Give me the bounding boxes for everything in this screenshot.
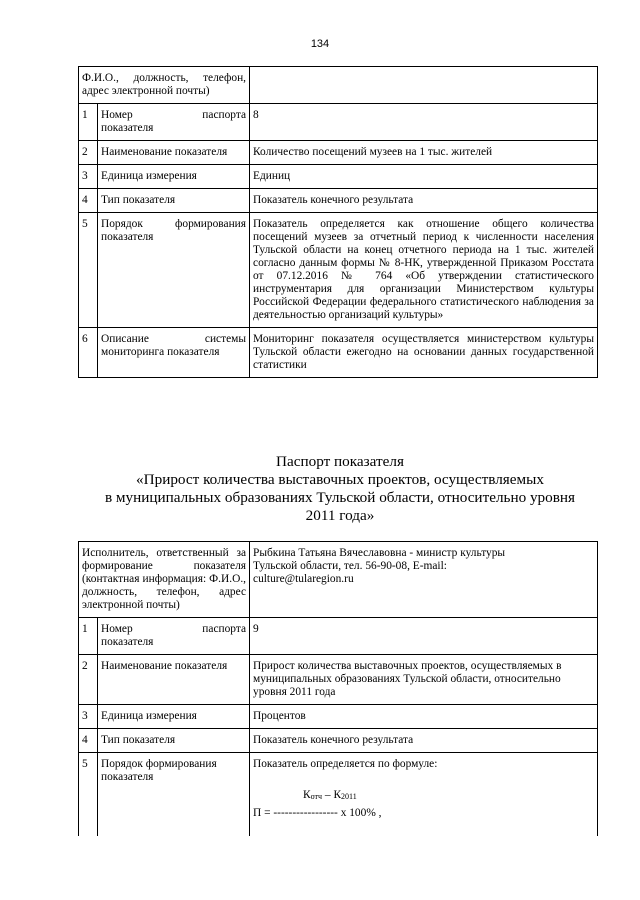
row-value: Показатель конечного результата (250, 729, 598, 753)
table-row (79, 655, 598, 705)
row-value: 8 (250, 104, 598, 141)
row-value: Мониторинг показателя осуществляется министерством культуры Тульской области ежегодно на основании данных государственной статистики (250, 328, 598, 378)
passport-9-table (78, 541, 598, 836)
row-number: 5 (79, 753, 98, 837)
passport-name-line: 2011 года» (305, 507, 375, 524)
table-row-executor (79, 542, 598, 618)
row-number: 1 (79, 618, 98, 655)
row-label: Порядок формирования показателя (98, 753, 250, 837)
row-value: Показатель определяется по формуле: $К_{отч} - К_{2011}$ П = ----------------- х 100% , (250, 753, 598, 837)
row-label: Номер паспорта показателя (98, 104, 250, 141)
executor-label-partial: Ф.И.О., должность, телефон, адрес электронной почты) (79, 67, 250, 104)
row-value: Единиц (250, 165, 598, 189)
table-row (79, 705, 598, 729)
row-number: 5 (79, 213, 98, 328)
row-label: Тип показателя (98, 189, 250, 213)
row-label: Номер паспорта показателя (98, 618, 250, 655)
row-value: Процентов (250, 705, 598, 729)
table-row (79, 213, 598, 328)
passport-name-line: «Прирост количества выставочных проектов, осуществляемых (136, 471, 544, 488)
table-row (79, 618, 598, 655)
formula-line: П = ----------------- х 100% , (253, 807, 382, 819)
table-row-header-partial (79, 67, 598, 104)
row-label: Описание системы мониторинга показателя (98, 328, 250, 378)
row-label: Порядок формирования показателя (98, 213, 250, 328)
row-label: Единица измерения (98, 165, 250, 189)
formula (253, 771, 594, 831)
row-number: 2 (79, 141, 98, 165)
passport-name-line: в муниципальных образованиях Тульской области, относительно уровня (104, 489, 576, 506)
row-number: 1 (79, 104, 98, 141)
formula-numerator: $К_{отч} - К_{2011}$ (303, 789, 357, 801)
table-row (79, 753, 598, 837)
row-label: Единица измерения (98, 705, 250, 729)
email-link: culture@tularegion.ru (253, 573, 354, 585)
row-label: Наименование показателя (98, 655, 250, 705)
table-row (79, 165, 598, 189)
table-row (79, 141, 598, 165)
row-value: Количество посещений музеев на 1 тыс. жителей (250, 141, 598, 165)
row-number: 2 (79, 655, 98, 705)
row-number: 3 (79, 165, 98, 189)
row-value: Показатель определяется как отношение общего количества посещений музеев за отчетный период к численности населения Тульской области на конец отчетного периода на 1 тыс. жителей согласно данным формы № 8-НК, утвержденной Приказом Росстата от 07.12.2016 № 764 «Об утверждении статистического инструментария для организации Министерством культуры Российской Федерации федерального статистического наблюдения за деятельностью организаций культуры» (250, 213, 598, 328)
row-value: 9 (250, 618, 598, 655)
executor-label: Исполнитель, ответственный за формирование показателя (контактная информация: Ф.И.О., должность, телефон, адрес электронной почты) (79, 542, 250, 618)
table-row (79, 189, 598, 213)
page-number: 134 (310, 38, 330, 50)
executor-value-empty (250, 67, 598, 104)
row-value: Прирост количества выставочных проектов, осуществляемых в муниципальных образованиях Тульской области, относительно уровня 2011 года (250, 655, 598, 705)
passport-heading: Паспорт показателя (276, 453, 404, 470)
row-label: Тип показателя (98, 729, 250, 753)
row-number: 6 (79, 328, 98, 378)
executor-value: Рыбкина Татьяна Вячеславовна - министр культуры Тульской области, тел. 56-90-08, E-mail: culture@tularegion.ru (250, 542, 598, 618)
table-row (79, 104, 598, 141)
passport-title (60, 453, 620, 525)
row-label: Наименование показателя (98, 141, 250, 165)
passport-8-table (78, 66, 598, 378)
row-number: 3 (79, 705, 98, 729)
row-number: 4 (79, 729, 98, 753)
row-number: 4 (79, 189, 98, 213)
table-row (79, 328, 598, 378)
table-row (79, 729, 598, 753)
row-value: Показатель конечного результата (250, 189, 598, 213)
